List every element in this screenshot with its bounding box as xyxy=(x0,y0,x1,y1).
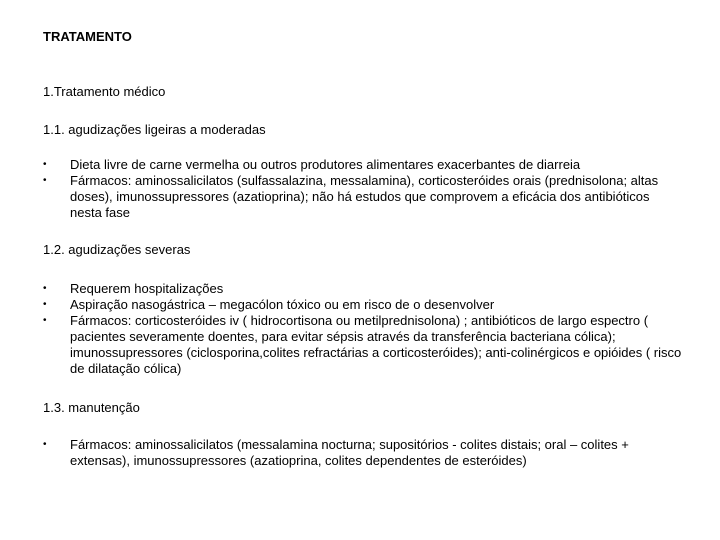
list-item-text: Requerem hospitalizações xyxy=(70,281,224,296)
list-item-text: Fármacos: corticosteróides iv ( hidrocortisona ou metilprednisolona) ; antibióticos de largo espectro ( pacientes severamente doentes, para evitar sépsis através da transferência bacteriana cólica); imunossupressores (ciclosporina,colites refractárias a corticosteróides); anti-colinérgicos e opióides ( risco de dilatação cólica) xyxy=(70,313,682,376)
bullet-icon: • xyxy=(43,299,47,310)
bullet-icon: • xyxy=(43,283,47,294)
list-item xyxy=(43,157,683,173)
subsection-heading-manutencao: 1.3. manutenção xyxy=(43,400,140,415)
bullet-list-agudizacoes-severas xyxy=(43,281,683,377)
list-item xyxy=(43,281,683,297)
list-item xyxy=(43,437,683,469)
list-item-text: Fármacos: aminossalicilatos (messalamina nocturna; supositórios - colites distais; oral – colites + extensas), imunossupressores (azatioprina, colites dependentes de esteróides) xyxy=(70,437,629,468)
list-item-text: Aspiração nasogástrica – megacólon tóxico ou em risco de o desenvolver xyxy=(70,297,495,312)
page-title: TRATAMENTO xyxy=(43,29,132,44)
subsection-heading-agudizacoes-ligeiras: 1.1. agudizações ligeiras a moderadas xyxy=(43,122,266,137)
subsection-heading-agudizacoes-severas: 1.2. agudizações severas xyxy=(43,242,191,257)
list-item xyxy=(43,297,683,313)
bullet-icon: • xyxy=(43,175,47,186)
bullet-icon: • xyxy=(43,159,47,170)
list-item-text: Dieta livre de carne vermelha ou outros produtores alimentares exacerbantes de diarreia xyxy=(70,157,581,172)
list-item-text: Fármacos: aminossalicilatos (sulfassalazina, messalamina), corticosteróides orais (prednisolona; altas doses), imunossupressores (azatioprina); não há estudos que comprovem a eficácia dos antibióticos nesta fase xyxy=(70,173,659,220)
list-item xyxy=(43,313,683,377)
bullet-icon: • xyxy=(43,315,47,326)
bullet-list-manutencao xyxy=(43,437,683,469)
list-item xyxy=(43,173,683,221)
section-heading-tratamento-medico: 1.Tratamento médico xyxy=(43,84,166,99)
bullet-icon: • xyxy=(43,439,47,450)
bullet-list-agudizacoes-ligeiras xyxy=(43,157,683,221)
